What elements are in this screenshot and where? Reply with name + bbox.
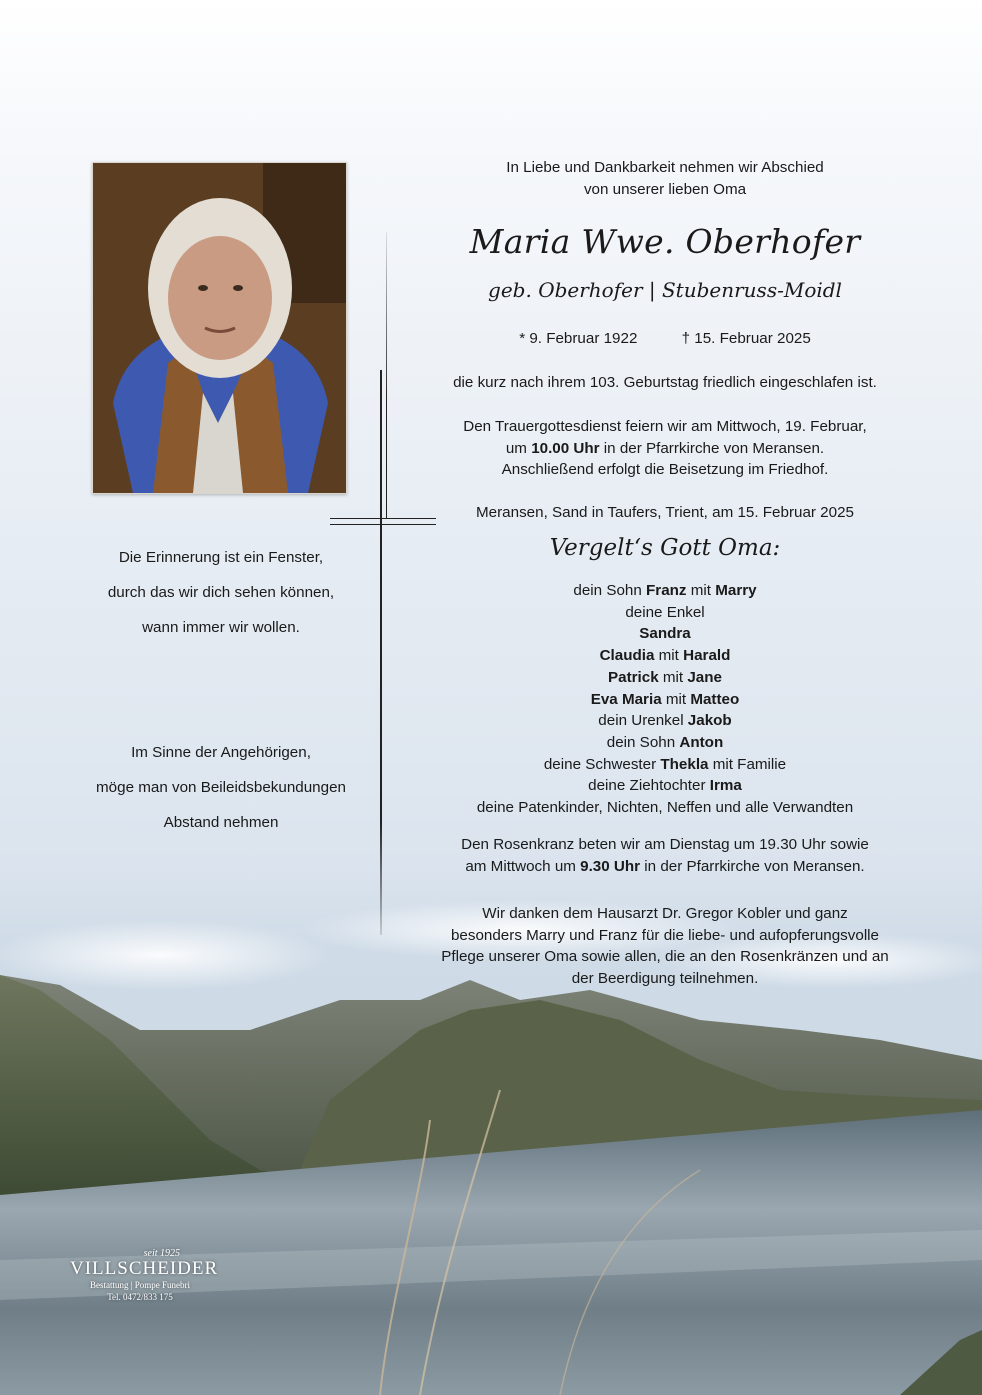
list-item: Sandra (639, 625, 691, 643)
place-date: Meransen, Sand in Taufers, Trient, am 15. Februar 2025 (476, 504, 854, 521)
passing-text: die kurz nach ihrem 103. Geburtstag friedlich eingeschlafen ist. (453, 374, 877, 391)
intro-text: In Liebe und Dankbarkeit nehmen wir Abschied von unserer lieben Oma (506, 159, 824, 198)
portrait-photo (92, 162, 347, 494)
rosary-info: Den Rosenkranz beten wir am Dienstag um 19.30 Uhr sowie am Mittwoch um 9.30 Uhr in der Pfarrkirche von Meransen. (461, 836, 869, 875)
list-item: dein Urenkel Jakob (598, 712, 732, 730)
list-item: deine Enkel (625, 603, 705, 621)
thanks-title: Vergelt‘s Gott Oma: (549, 535, 781, 561)
memorial-quote: Die Erinnerung ist ein Fenster, durch das wir dich sehen können, wann immer wir wollen. (107, 549, 335, 636)
condolence-note: Im Sinne der Angehörigen, möge man von Beileidsbekundungen Abstand nehmen (96, 744, 346, 831)
family-list (415, 580, 915, 819)
list-item: deine Schwester Thekla mit Familie (543, 755, 787, 773)
life-dates (415, 330, 915, 347)
maiden-name: geb. Oberhofer | Stubenruss-Moidl (488, 278, 842, 302)
list-item: dein Sohn Franz mit Marry (573, 582, 757, 599)
gratitude-text: Wir danken dem Hausarzt Dr. Gregor Kobler und ganz besonders Marry und Franz für die liebe- und aufopferungsvolle Pflege unserer Oma sowie allen, die an den Rosenkränzen und an der Beerdigung teilnehmen. (441, 905, 889, 987)
funeral-info: Den Trauergottesdienst feiern wir am Mittwoch, 19. Februar, um 10.00 Uhr in der Pfarrkirche von Meransen. Anschließend erfolgt die Beisetzung im Friedhof. (463, 418, 867, 478)
list-item: Eva Maria mit Matteo (590, 690, 740, 708)
list-item: Patrick mit Jane (608, 668, 722, 686)
list-item: Claudia mit Harald (599, 647, 731, 665)
list-item: dein Sohn Anton (606, 733, 724, 751)
funeral-home-logo: seit 1925 VILLSCHEIDER Bestattung | Pompe Funebri Tel. 0472/833 175 (70, 1248, 219, 1302)
birth-date: * 9. Februar 1922 (519, 330, 638, 347)
list-item: deine Patenkinder, Nichten, Neffen und alle Verwandten (476, 799, 854, 817)
deceased-name: Maria Wwe. Oberhofer (469, 222, 861, 261)
list-item: deine Ziehtochter Irma (588, 777, 742, 795)
death-date: † 15. Februar 2025 (681, 330, 811, 347)
